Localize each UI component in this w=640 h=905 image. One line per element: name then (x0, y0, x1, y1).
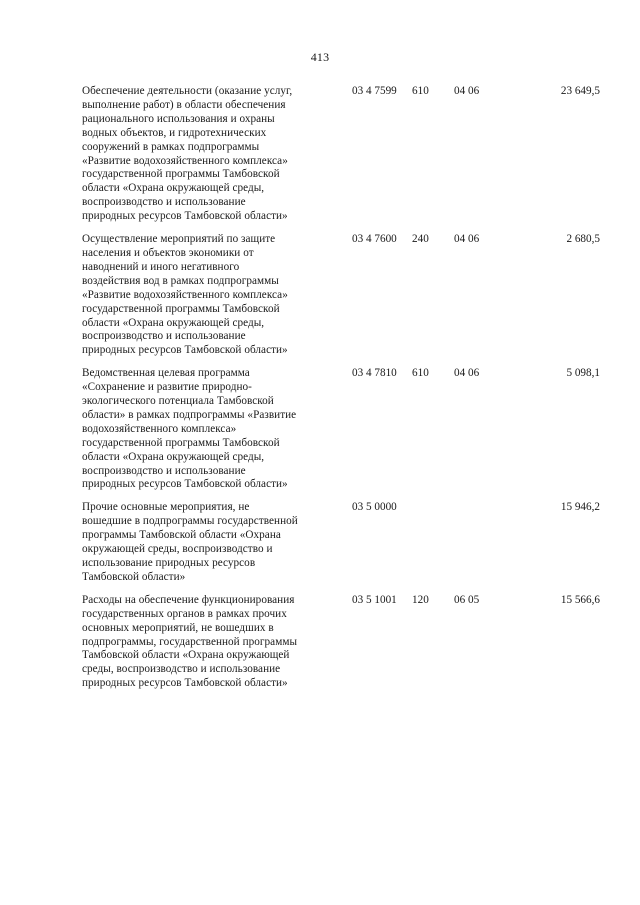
description-line: области» в рамках подпрограммы «Развитие (82, 408, 297, 421)
description-line: Осуществление мероприятий по защите (82, 233, 276, 246)
description-line: природных ресурсов Тамбовской области» (82, 677, 288, 690)
description-line: природных ресурсов Тамбовской области» (82, 344, 288, 357)
amount-value: 15 566,6 (560, 593, 600, 606)
description-line: Тамбовской области «Охрана окружающей (82, 649, 290, 662)
amount-value: 15 946,2 (560, 501, 600, 514)
budget-table (82, 85, 602, 700)
row-description (82, 501, 347, 584)
description-line: государственной программы Тамбовской (82, 168, 280, 181)
page-number: 413 (310, 50, 330, 64)
description-line: государственной программы Тамбовской (82, 302, 280, 315)
amount-value: 5 098,1 (566, 367, 600, 380)
table-row (82, 233, 602, 358)
table-row (82, 85, 602, 224)
description-line: водохозяйственного комплекса» (82, 422, 237, 435)
description-line: основных мероприятий, не вошедших в (82, 621, 274, 634)
description-line: воздействия вод в рамках подпрограммы (82, 274, 279, 287)
description-line: государственной программы Тамбовской (82, 436, 280, 449)
section-subsection-code: 04 06 (454, 367, 480, 380)
target-article-code: 03 5 0000 (352, 501, 397, 514)
description-line: Ведомственная целевая программа (82, 367, 250, 380)
section-subsection-code: 06 05 (454, 593, 480, 606)
target-article-code: 03 4 7810 (352, 367, 397, 380)
description-line: водных объектов, и гидротехнических (82, 126, 267, 139)
target-article-code: 03 4 7599 (352, 85, 397, 97)
table-row (82, 367, 602, 492)
amount-value: 23 649,5 (560, 85, 600, 97)
amount-value: 2 680,5 (566, 233, 600, 246)
section-subsection-code: 04 06 (454, 233, 480, 246)
expense-type-code: 120 (412, 593, 429, 606)
row-description (82, 233, 347, 358)
description-line: природных ресурсов Тамбовской области» (82, 478, 288, 491)
description-line: среды, воспроизводство и использование (82, 663, 281, 676)
row-description (82, 367, 347, 492)
description-line: вошедшие в подпрограммы государственной (82, 515, 298, 528)
description-line: окружающей среды, воспроизводство и (82, 543, 273, 556)
description-line: Прочие основные мероприятия, не (82, 501, 250, 514)
description-line: воспроизводство и использование (82, 196, 246, 209)
description-line: сооружений в рамках подпрограммы (82, 140, 260, 153)
description-line: «Развитие водохозяйственного комплекса» (82, 154, 288, 167)
target-article-code: 03 4 7600 (352, 233, 397, 246)
expense-type-code: 610 (412, 85, 429, 97)
description-line: области «Охрана окружающей среды, (82, 182, 265, 195)
expense-type-code: 610 (412, 367, 429, 380)
section-subsection-code: 04 06 (454, 85, 480, 97)
description-line: воспроизводство и использование (82, 330, 246, 343)
description-line: государственных органов в рамках прочих (82, 607, 287, 620)
description-line: программы Тамбовской области «Охрана (82, 529, 281, 542)
description-line: «Сохранение и развитие природно- (82, 381, 252, 394)
description-line: области «Охрана окружающей среды, (82, 450, 265, 463)
description-line: области «Охрана окружающей среды, (82, 316, 265, 329)
row-description (82, 594, 347, 691)
description-line: наводнений и иного негативного (82, 260, 240, 273)
description-line: подпрограммы, государственной программы (82, 635, 298, 648)
description-line: использование природных ресурсов (82, 557, 256, 569)
description-line: экологического потенциала Тамбовской (82, 395, 274, 408)
description-line: выполнение работ) в области обеспечения (82, 98, 286, 111)
description-line: природных ресурсов Тамбовской области» (82, 210, 288, 223)
expense-type-code: 240 (412, 233, 429, 246)
table-row (82, 594, 602, 691)
description-line: Расходы на обеспечение функционирования (82, 593, 295, 606)
description-line: «Развитие водохозяйственного комплекса» (82, 288, 288, 301)
description-line: воспроизводство и использование (82, 464, 246, 477)
description-line: рационального использования и охраны (82, 112, 275, 125)
row-description (82, 85, 347, 224)
table-row (82, 501, 602, 584)
description-line: населения и объектов экономики от (82, 246, 254, 259)
description-line: Тамбовской области» (82, 570, 186, 583)
description-line: Обеспечение деятельности (оказание услуг, (82, 85, 293, 97)
target-article-code: 03 5 1001 (352, 593, 397, 606)
